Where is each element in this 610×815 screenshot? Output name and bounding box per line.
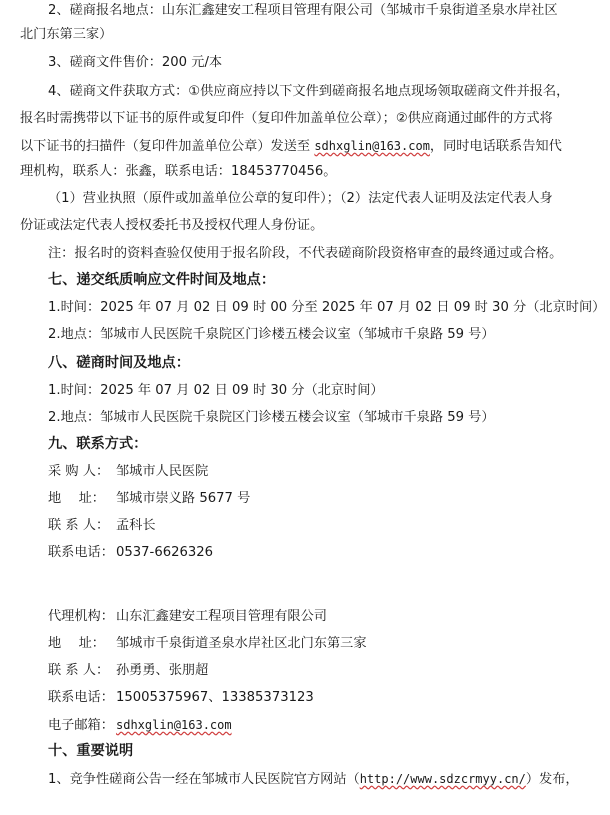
acquisition-method-line4: 理机构，联系人：张鑫，联系电话：18453770456。 (20, 164, 337, 179)
buyer-phone-label: 联系电话： (48, 545, 114, 560)
agency-contact-label: 联 系 人： (48, 663, 110, 678)
agency-phone-row (48, 690, 314, 706)
section9-title: 九、联系方式： (48, 436, 148, 452)
agency-address-row (48, 636, 367, 652)
hospital-website-link[interactable]: http://www.sdzcrmyy.cn/ (359, 772, 526, 786)
document-price: 3、磋商文件售价：200 元/本 (48, 55, 223, 70)
requirements-line2: 份证或法定代表人授权委托书及授权代理人身份证。 (20, 218, 324, 233)
agency-phone-label: 联系电话： (48, 690, 114, 705)
section7-place: 2.地点：邹城市人民医院千泉院区门诊楼五楼会议室（邹城市千泉路 59 号） (48, 327, 495, 342)
section10-title: 十、重要说明 (48, 743, 134, 759)
acquisition-method-line3-tail: ，同时电话联系告知代 (429, 139, 562, 154)
section8-time: 1.时间：2025 年 07 月 02 日 09 时 30 分（北京时间） (48, 383, 384, 398)
section10-line1 (48, 771, 579, 788)
note: 注：报名时的资料查验仅使用于报名阶段，不代表磋商阶段资格审查的最终通过或合格。 (48, 246, 563, 261)
agency-contact-row (48, 663, 208, 679)
requirements-line1: （1）营业执照（原件或加盖单位公章的复印件）；（2）法定代表人证明及法定代表人身 (48, 191, 553, 206)
buyer-address-value: 邹城市崇义路 5677 号 (116, 491, 251, 506)
agency-contact-value: 孙勇勇、张朋超 (116, 663, 209, 678)
section10-line1-tail: ）发布， (525, 772, 579, 787)
section7-title: 七、递交纸质响应文件时间及地点： (48, 272, 276, 288)
agency-name-label: 代理机构： (48, 609, 114, 624)
agency-address-value: 邹城市千泉街道圣泉水岸社区北门东第三家 (116, 636, 367, 651)
acquisition-method-line2: 报名时需携带以下证书的原件或复印件（复印件加盖单位公章）；②供应商通过邮件的方式将 (20, 111, 553, 126)
buyer-address-row (48, 491, 250, 507)
section7-time: 1.时间：2025 年 07 月 02 日 09 时 00 分至 2025 年 07 月 02 日 09 时 30 分（北京时间） (48, 300, 606, 315)
registration-place-line2: 北门东第三家） (20, 27, 113, 42)
acquisition-method-line3 (20, 138, 562, 155)
agency-email-link[interactable]: sdhxglin@163.com (116, 718, 232, 732)
buyer-name-label: 采 购 人： (48, 464, 110, 479)
agency-address-label: 地 址： (48, 636, 105, 651)
section10-line1-text: 1、竞争性磋商公告一经在邹城市人民医院官方网站（ (48, 772, 360, 787)
agency-email-row (48, 717, 232, 734)
buyer-phone-value: 0537-6626326 (116, 545, 214, 560)
buyer-contact-label: 联 系 人： (48, 518, 110, 533)
registration-place-line1: 2、磋商报名地点：山东汇鑫建安工程项目管理有限公司（邹城市千泉街道圣泉水岸社区 (48, 3, 558, 18)
acquisition-method-line3-text: 以下证书的扫描件（复印件加盖单位公章）发送至 (20, 139, 315, 154)
buyer-contact-row (48, 518, 156, 534)
buyer-contact-value: 孟科长 (116, 518, 156, 533)
section8-place: 2.地点：邹城市人民医院千泉院区门诊楼五楼会议室（邹城市千泉路 59 号） (48, 410, 495, 425)
buyer-phone-row (48, 545, 213, 561)
buyer-name-value: 邹城市人民医院 (116, 464, 209, 479)
agency-name-row (48, 609, 327, 625)
acquisition-method-line1: 4、磋商文件获取方式：①供应商应持以下文件到磋商报名地点现场领取磋商文件并报名， (48, 84, 570, 99)
buyer-address-label: 地 址： (48, 491, 105, 506)
agency-email-label: 电子邮箱： (48, 718, 114, 733)
buyer-name-row (48, 464, 208, 480)
email-link[interactable]: sdhxglin@163.com (314, 139, 430, 153)
section8-title: 八、磋商时间及地点： (48, 355, 190, 371)
agency-phone-value: 15005375967、13385373123 (116, 690, 314, 705)
agency-name-value: 山东汇鑫建安工程项目管理有限公司 (116, 609, 327, 624)
